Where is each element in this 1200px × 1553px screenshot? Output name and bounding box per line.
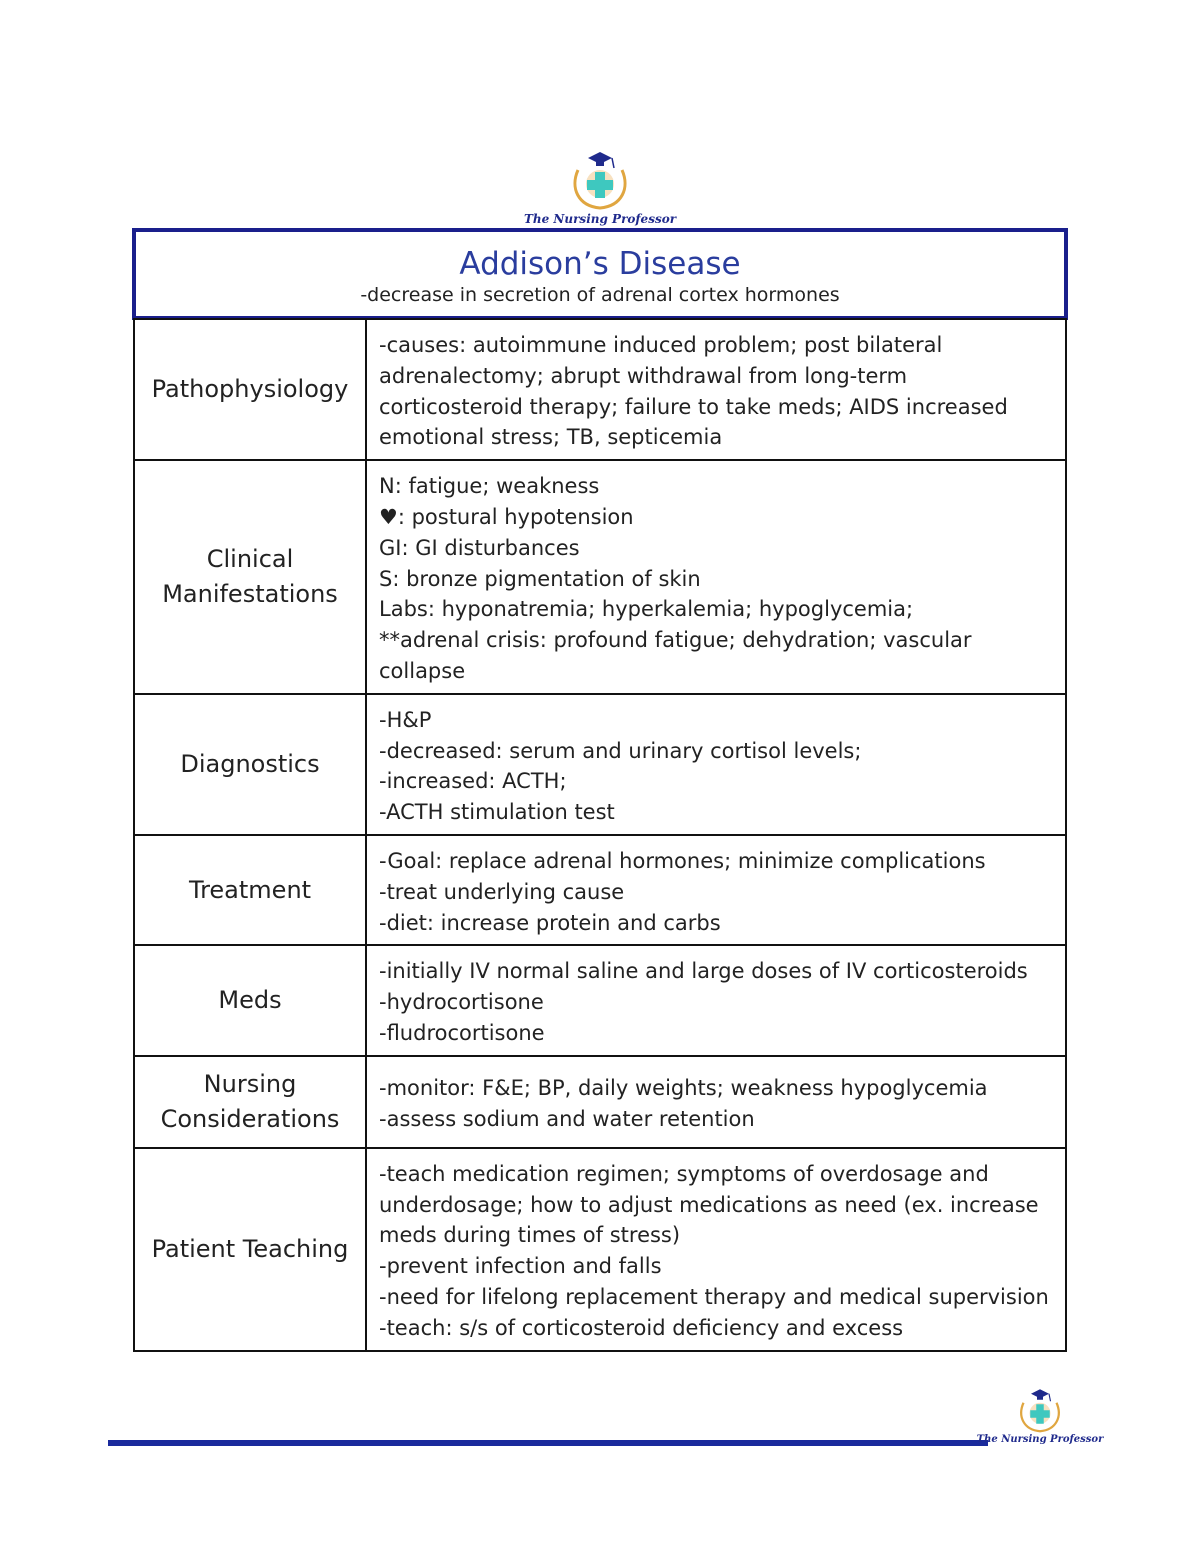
- content-line: -prevent infection and falls: [379, 1254, 662, 1279]
- content-line: -causes: autoimmune induced problem; post bilateral adrenalectomy; abrupt withdrawal from long-term corticosteroid therapy; failure to take meds; AIDS increased emotional stress; TB, septicemia: [379, 333, 1008, 450]
- title-box: [132, 228, 1068, 320]
- footer-logo-text: The Nursing Professor: [976, 1434, 1104, 1445]
- table-row: [134, 945, 1066, 1055]
- row-label: Treatment: [134, 835, 366, 945]
- content-line: -teach: s/s of corticosteroid deficiency and excess: [379, 1315, 904, 1340]
- content-line: -teach medication regimen; symptoms of overdosage and underdosage; how to adjust medications as need (ex. increase meds during times of stress): [379, 1161, 1039, 1248]
- row-content: [366, 945, 1066, 1055]
- row-label: Patient Teaching: [134, 1148, 366, 1351]
- page-subtitle: -decrease in secretion of adrenal cortex hormones: [360, 284, 840, 306]
- content-line: -Goal: replace adrenal hormones; minimize complications: [379, 848, 986, 873]
- content-line: -ACTH stimulation test: [379, 800, 615, 825]
- content-line: -need for lifelong replacement therapy and medical supervision: [379, 1284, 1049, 1309]
- table-row: [134, 460, 1066, 694]
- content-line: -treat underlying cause: [379, 879, 625, 904]
- row-content: [366, 694, 1066, 835]
- row-label: Nursing Considerations: [134, 1056, 366, 1148]
- table-row: [134, 1056, 1066, 1148]
- row-content: [366, 319, 1066, 460]
- content-line: **adrenal crisis: profound fatigue; dehydration; vascular collapse: [379, 628, 972, 683]
- row-label: Meds: [134, 945, 366, 1055]
- content-line: S: bronze pigmentation of skin: [379, 566, 701, 591]
- disease-info-table: [133, 318, 1067, 1352]
- content-line: -monitor: F&E; BP, daily weights; weakness hypoglycemia: [379, 1075, 988, 1100]
- content-line: ♥: postural hypotension: [379, 504, 634, 529]
- table-row: [134, 694, 1066, 835]
- content-line: -decreased: serum and urinary cortisol levels;: [379, 738, 862, 763]
- row-content: [366, 1148, 1066, 1351]
- content-line: -diet: increase protein and carbs: [379, 910, 721, 935]
- table-row: [134, 1148, 1066, 1351]
- brand-logo: [520, 148, 680, 226]
- row-content: [366, 1056, 1066, 1148]
- content-line: -fludrocortisone: [379, 1020, 545, 1045]
- row-label: Diagnostics: [134, 694, 366, 835]
- nursing-professor-logo-icon: [568, 148, 632, 214]
- page-title: Addison’s Disease: [459, 246, 741, 282]
- footer-logo: [976, 1386, 1104, 1445]
- footer-divider: [108, 1440, 988, 1446]
- content-line: N: fatigue; weakness: [379, 474, 600, 499]
- nursing-professor-logo-icon: [1016, 1386, 1064, 1436]
- content-line: GI: GI disturbances: [379, 535, 580, 560]
- content-line: Labs: hyponatremia; hyperkalemia; hypoglycemia;: [379, 597, 914, 622]
- row-content: [366, 460, 1066, 694]
- table-row: [134, 319, 1066, 460]
- row-content: [366, 835, 1066, 945]
- row-label: Pathophysiology: [134, 319, 366, 460]
- table-row: [134, 835, 1066, 945]
- content-line: -H&P: [379, 707, 432, 732]
- content-line: -hydrocortisone: [379, 990, 544, 1015]
- content-line: -assess sodium and water retention: [379, 1106, 755, 1131]
- content-line: -increased: ACTH;: [379, 769, 567, 794]
- logo-text: The Nursing Professor: [523, 212, 677, 226]
- content-line: -initially IV normal saline and large doses of IV corticosteroids: [379, 959, 1028, 984]
- row-label: Clinical Manifestations: [134, 460, 366, 694]
